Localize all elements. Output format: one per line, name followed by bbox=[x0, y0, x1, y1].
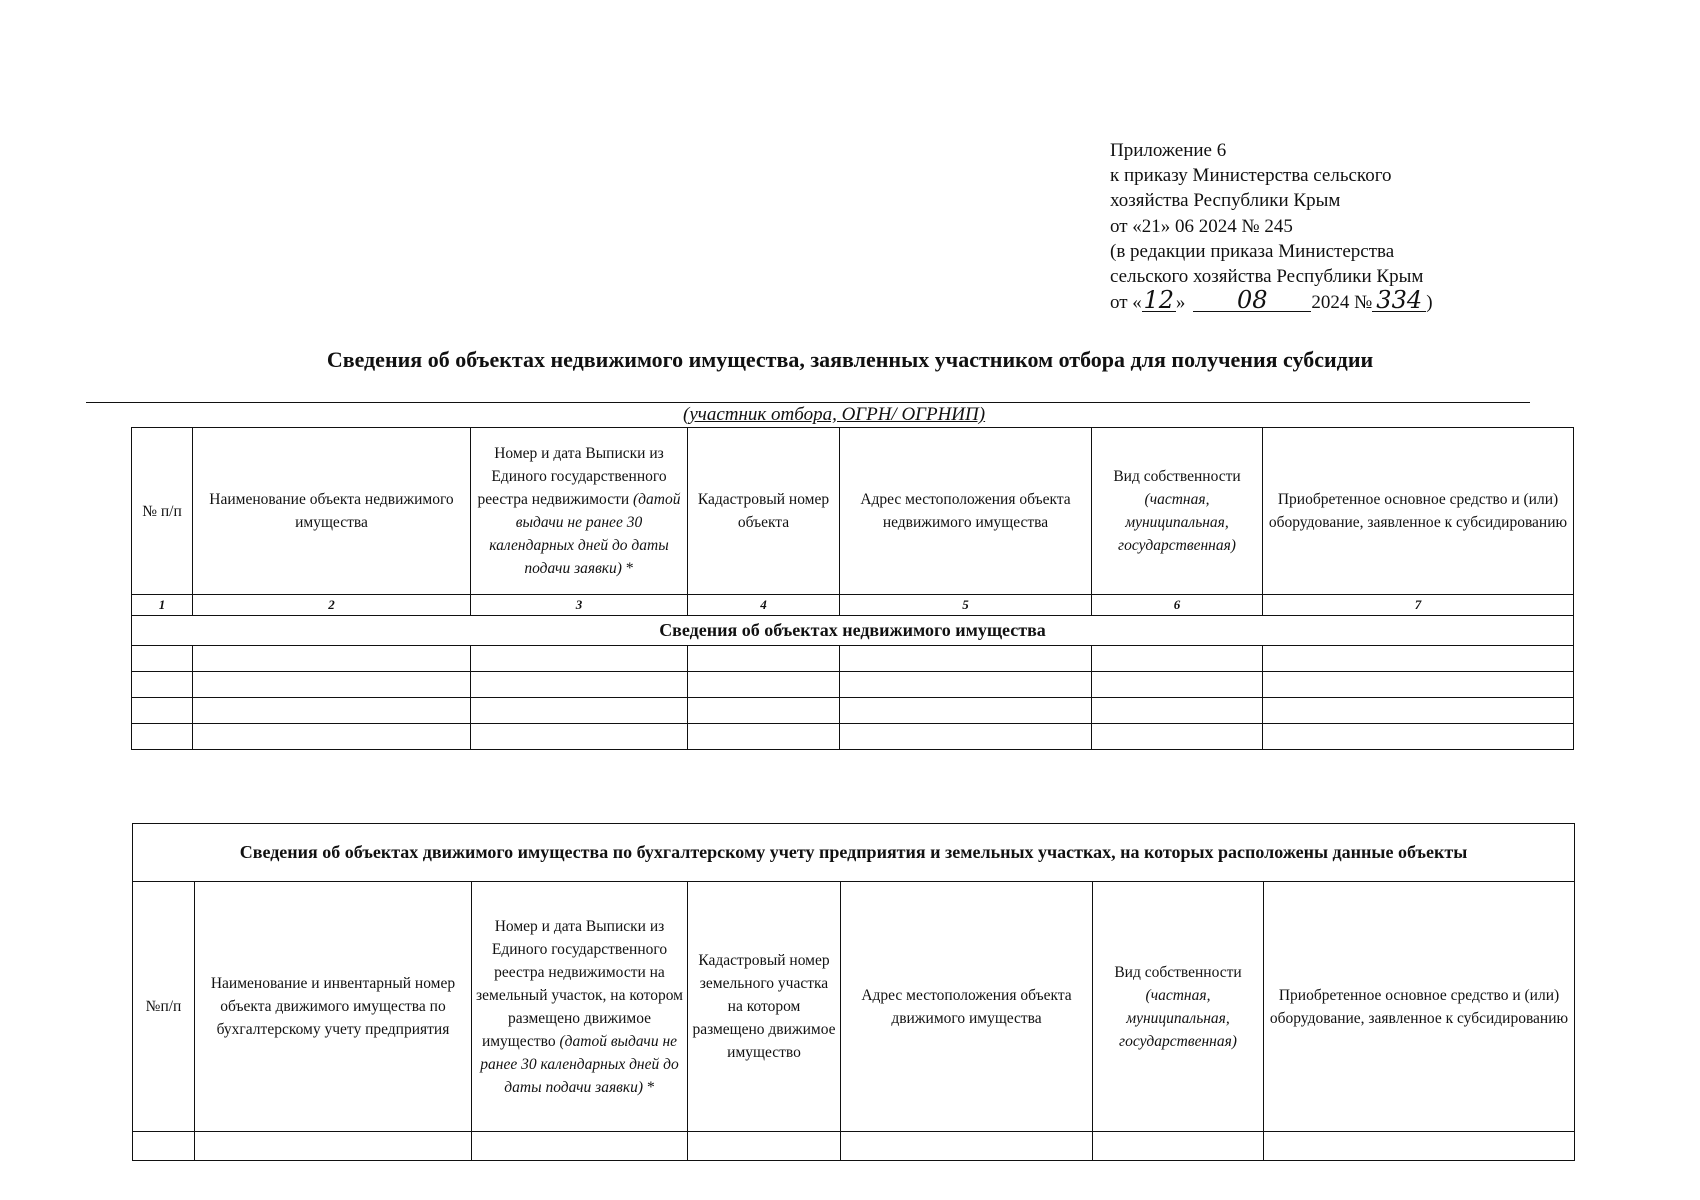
t2-header-name: Наименование и инвентарный номер объекта движимого имущества по бухгалтерскому учету предприятия bbox=[195, 882, 472, 1132]
table-cell[interactable] bbox=[840, 646, 1092, 672]
movable-property-table bbox=[132, 823, 1575, 1161]
t1-header-ownership-note: (частная, муниципальная, государственная) bbox=[1118, 491, 1236, 554]
table-cell[interactable] bbox=[193, 698, 471, 724]
annex-block bbox=[1110, 138, 1433, 315]
table-cell[interactable] bbox=[688, 1132, 841, 1161]
t2-header-extract-note: (датой выдачи не ранее 30 календарных дней до даты подачи заявки) bbox=[480, 1032, 679, 1096]
annex-line-4: от «21» 06 2024 № 245 bbox=[1110, 215, 1293, 237]
table-cell[interactable] bbox=[133, 1132, 195, 1161]
t2-header-address: Адрес местоположения объекта движимого имущества bbox=[841, 882, 1093, 1132]
table-cell[interactable] bbox=[1092, 698, 1263, 724]
table-cell[interactable] bbox=[1263, 724, 1574, 750]
table-cell[interactable] bbox=[1263, 646, 1574, 672]
table-cell[interactable] bbox=[193, 672, 471, 698]
table-cell[interactable] bbox=[132, 646, 193, 672]
table-cell[interactable] bbox=[688, 646, 840, 672]
annex-line-1: Приложение 6 bbox=[1110, 140, 1227, 161]
t1-header-address: Адрес местоположения объекта недвижимого имущества bbox=[840, 428, 1092, 595]
table-cell[interactable] bbox=[132, 672, 193, 698]
table-cell[interactable] bbox=[688, 724, 840, 750]
annex-line-7 bbox=[1110, 286, 1433, 315]
participant-line bbox=[86, 402, 1530, 403]
table-cell[interactable] bbox=[193, 724, 471, 750]
t2-header-ownership bbox=[1093, 882, 1264, 1132]
annex-year: 2024 № bbox=[1311, 292, 1373, 314]
t1-header-number: № п/п bbox=[132, 428, 193, 595]
annex-day-close: » bbox=[1175, 292, 1186, 314]
table-cell[interactable] bbox=[1092, 724, 1263, 750]
table-cell[interactable] bbox=[132, 724, 193, 750]
t2-header-ownership-main: Вид собственности bbox=[1114, 963, 1242, 981]
table-cell[interactable] bbox=[472, 1132, 688, 1161]
annex-from-prefix: от « bbox=[1110, 292, 1142, 314]
table-cell[interactable] bbox=[840, 672, 1092, 698]
table-row bbox=[132, 698, 1574, 724]
t2-header-cadastral: Кадастровый номер земельного участка на котором размещено движимое имущество bbox=[688, 882, 841, 1132]
t2-header-extract-main: Номер и дата Выписки из Единого государственного реестра недвижимости на земельный участок, на котором размещено движимое имущество bbox=[476, 917, 683, 1050]
table-cell[interactable] bbox=[1264, 1132, 1575, 1161]
section-row-real-estate bbox=[132, 616, 1574, 646]
handwritten-month: 08 bbox=[1193, 289, 1311, 312]
table-cell[interactable] bbox=[471, 646, 688, 672]
col-number-5: 5 bbox=[840, 595, 1092, 616]
table-row bbox=[132, 724, 1574, 750]
column-number-row bbox=[132, 595, 1574, 616]
annex-close: ) bbox=[1426, 292, 1433, 314]
col-number-4: 4 bbox=[688, 595, 840, 616]
t2-header-asset: Приобретенное основное средство и (или) оборудование, заявленное к субсидированию bbox=[1264, 882, 1575, 1132]
table-cell[interactable] bbox=[1263, 672, 1574, 698]
t1-header-cadastral: Кадастровый номер объекта bbox=[688, 428, 840, 595]
table-row bbox=[133, 1132, 1575, 1161]
participant-caption: (участник отбора, ОГРН/ ОГРНИП) bbox=[683, 404, 986, 425]
table1-header-row bbox=[132, 428, 1574, 595]
table-cell[interactable] bbox=[471, 672, 688, 698]
t1-header-extract-note: (датой выдачи не ранее 30 календарных дней до даты подачи заявки) bbox=[489, 491, 681, 577]
table-cell[interactable] bbox=[840, 724, 1092, 750]
col-number-3: 3 bbox=[471, 595, 688, 616]
section-title-movable: Сведения об объектах движимого имущества по бухгалтерскому учету предприятия и земельных участках, на которых расположены данные объекты bbox=[133, 824, 1575, 882]
table-cell[interactable] bbox=[1092, 646, 1263, 672]
real-estate-table bbox=[131, 427, 1574, 750]
t1-header-asset: Приобретенное основное средство и (или) оборудование, заявленное к субсидированию bbox=[1263, 428, 1574, 595]
annex-line-5: (в редакции приказа Министерства bbox=[1110, 240, 1395, 262]
t2-header-number: №п/п bbox=[133, 882, 195, 1132]
t1-header-extract bbox=[471, 428, 688, 595]
table-cell[interactable] bbox=[132, 698, 193, 724]
col-number-6: 6 bbox=[1092, 595, 1263, 616]
t1-header-extract-star: * bbox=[621, 560, 634, 577]
table-cell[interactable] bbox=[193, 646, 471, 672]
section-row-movable bbox=[133, 824, 1575, 882]
table-cell[interactable] bbox=[471, 724, 688, 750]
handwritten-day: 12 bbox=[1143, 286, 1175, 315]
t2-header-extract-star: * bbox=[643, 1078, 655, 1096]
table-cell[interactable] bbox=[1092, 672, 1263, 698]
col-number-7: 7 bbox=[1263, 595, 1574, 616]
table-cell[interactable] bbox=[840, 698, 1092, 724]
table-cell[interactable] bbox=[1263, 698, 1574, 724]
table-cell[interactable] bbox=[688, 672, 840, 698]
t2-header-extract bbox=[472, 882, 688, 1132]
t2-header-ownership-note: (частная, муниципальная, государственная) bbox=[1119, 986, 1237, 1050]
table-cell[interactable] bbox=[841, 1132, 1093, 1161]
handwritten-order-number: 334 bbox=[1372, 289, 1426, 312]
table-cell[interactable] bbox=[688, 698, 840, 724]
t1-header-ownership-main: Вид собственности bbox=[1113, 468, 1241, 485]
table-cell[interactable] bbox=[471, 698, 688, 724]
table2-header-row bbox=[133, 882, 1575, 1132]
section-title-real-estate: Сведения об объектах недвижимого имущества bbox=[132, 616, 1574, 646]
document-title: Сведения об объектах недвижимого имущества, заявленных участником отбора для получения субсидии bbox=[326, 347, 1374, 372]
annex-line-6: сельского хозяйства Республики Крым bbox=[1110, 266, 1424, 288]
col-number-1: 1 bbox=[132, 595, 193, 616]
table-cell[interactable] bbox=[1093, 1132, 1264, 1161]
table-row bbox=[132, 646, 1574, 672]
table-row bbox=[132, 672, 1574, 698]
t1-header-name: Наименование объекта недвижимого имущества bbox=[193, 428, 471, 595]
annex-line-3: хозяйства Республики Крым bbox=[1110, 190, 1341, 212]
t1-header-extract-main: Номер и дата Выписки из Единого государственного реестра недвижимости bbox=[477, 445, 667, 508]
annex-line-2: к приказу Министерства сельского bbox=[1110, 165, 1392, 187]
t1-header-ownership bbox=[1092, 428, 1263, 595]
col-number-2: 2 bbox=[193, 595, 471, 616]
table-cell[interactable] bbox=[195, 1132, 472, 1161]
